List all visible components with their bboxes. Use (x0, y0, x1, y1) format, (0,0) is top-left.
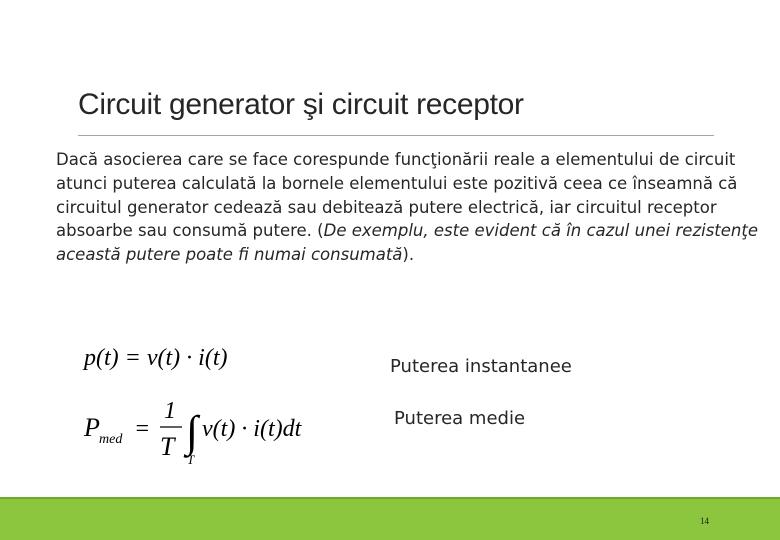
formula-mean-lhs: P (84, 413, 100, 442)
formula-mean-power (84, 398, 334, 470)
footer-divider (0, 497, 780, 499)
page-number: 14 (700, 516, 709, 526)
slide-title: Circuit generator şi circuit receptor (78, 88, 524, 121)
formula-mean-power-svg (84, 398, 334, 470)
formula-mean-num: 1 (164, 398, 176, 424)
body-text-normal: Dacă asocierea care se face corespunde funcţionării reale a elementului de circuit atunci puterea calculată la bornele elementului este pozitivă ceea ce înseamnă că circuitul generator cedează sau debitează putere electrică, iar circuitul receptor absoarbe sau consumă putere. ( (56, 150, 738, 241)
footer-bar (0, 497, 780, 540)
body-text-italic: De exemplu, este evident că în cazul unei rezistenţe această putere poate fi numai consumată (56, 221, 758, 265)
formula-mean-den: T (160, 432, 175, 461)
label-mean-power: Puterea medie (394, 408, 526, 429)
formula-mean-int-sub: T (187, 452, 195, 467)
formula-mean-rhs: v(t) · i(t)dt (202, 416, 302, 442)
integral-sign: ∫ (186, 407, 199, 456)
body-text-tail: ). (402, 245, 415, 265)
formula-mean-eq: = (134, 416, 151, 442)
formula-mean-sub: med (99, 432, 123, 447)
body-paragraph (56, 148, 762, 267)
title-divider (78, 135, 714, 136)
formula-instantaneous-power: p(t) = v(t) · i(t) (84, 345, 228, 371)
label-instantaneous-power: Puterea instantanee (390, 356, 572, 377)
